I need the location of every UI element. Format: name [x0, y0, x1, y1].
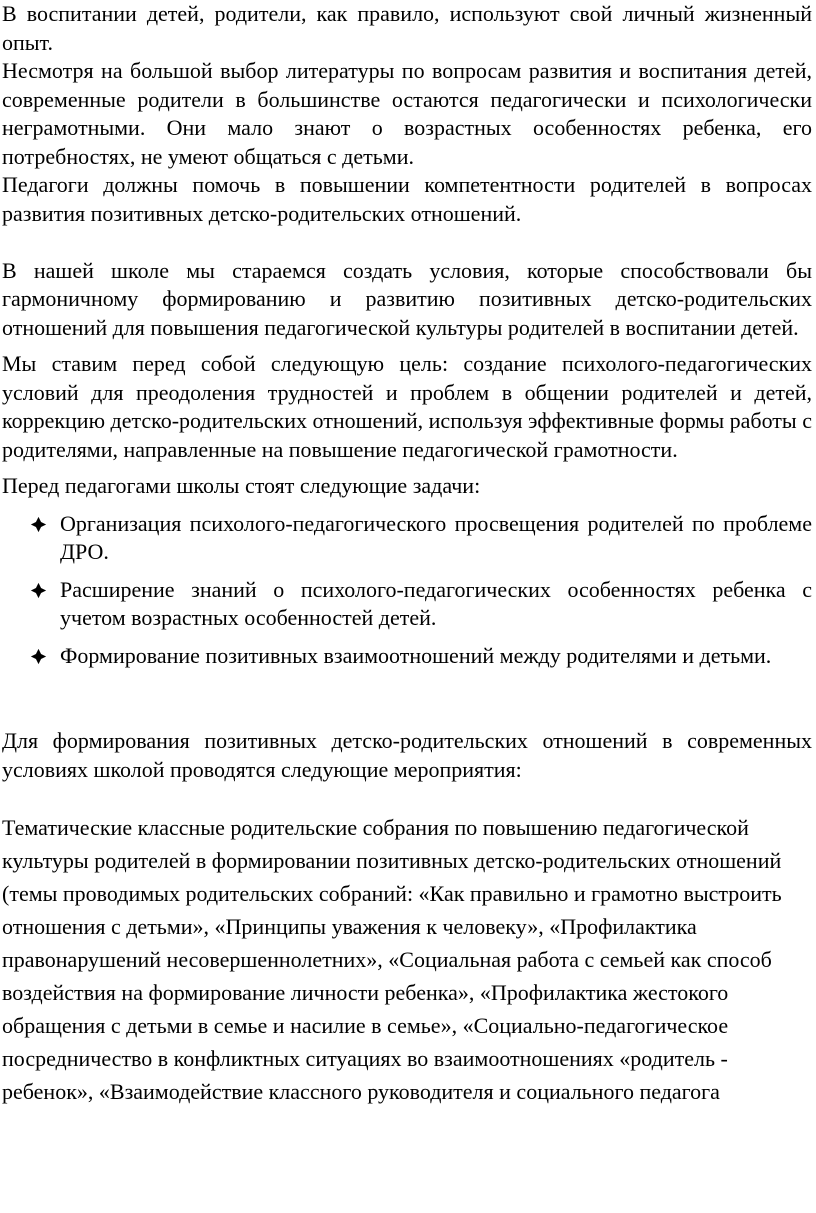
list-item [2, 576, 812, 633]
diamond-bullet-icon [30, 516, 47, 533]
paragraph-parents-literacy: Несмотря на большой выбор литературы по вопросам развития и воспитания детей, современные родители в большинстве остаются педагогически и психологически неграмотными. Они мало знают о возрастных особенностях ребенка, его потребностях, не умеют общаться с детьми. [2, 58, 812, 169]
paragraph-tasks-intro: Перед педагогами школы стоят следующие задачи: [2, 473, 481, 498]
diamond-bullet-icon [30, 582, 47, 599]
paragraph-school-conditions: В нашей школе мы стараемся создать условия, которые способствовали бы гармоничному формированию и развитию позитивных детско-родительских отношений для повышения педагогической культуры родителей в воспитании детей. [2, 257, 812, 340]
paragraph-parent-meetings: Тематические классные родительские собрания по повышению педагогической культуры родителей в формировании позитивных детско-родительских отношений (темы проводимых родительских собраний: «Как правильно и грамотно выстроить отношения с детьми», «Принципы уважения к человеку», «Профилактика правонарушений несовершеннолетних», «Социальная работа с семьей как способ воздействия на формирование личности ребенка», «Профилактика жестокого обращения с детьми в семье и насилие в семье», «Социально-педагогическое посредничество в конфликтных ситуациях во взаимоотношениях «родитель - ребенок», «Взаимодействие классного руководителя и социального педагога [2, 815, 782, 1104]
task-text: Организация психолого-педагогического просвещения родителей по проблеме ДРО. [60, 510, 812, 564]
paragraph-parenting-experience: В воспитании детей, родители, как правило, используют свой личный жизненный опыт. [2, 1, 812, 55]
task-text: Расширение знаний о психолого-педагогических особенностях ребенка с учетом возрастных особенностей детей. [60, 576, 812, 630]
task-text: Формирование позитивных взаимоотношений между родителями и детьми. [60, 642, 772, 668]
diamond-bullet-icon [30, 648, 47, 665]
paragraph-events-intro: Для формирования позитивных детско-родительских отношений в современных условиях школой проводятся следующие мероприятия: [2, 728, 812, 782]
list-item [2, 642, 812, 671]
paragraph-teachers-role: Педагоги должны помочь в повышении компетентности родителей в вопросах развития позитивных детско-родительских отношений. [2, 172, 812, 226]
task-list [2, 510, 812, 671]
paragraph-goal: Мы ставим перед собой следующую цель: создание психолого-педагогических условий для преодоления трудностей и проблем в общении родителей и детей, коррекцию детско-родительских отношений, используя эффективные формы работы с родителями, направленные на повышение педагогической грамотности. [2, 351, 812, 462]
list-item [2, 510, 812, 567]
